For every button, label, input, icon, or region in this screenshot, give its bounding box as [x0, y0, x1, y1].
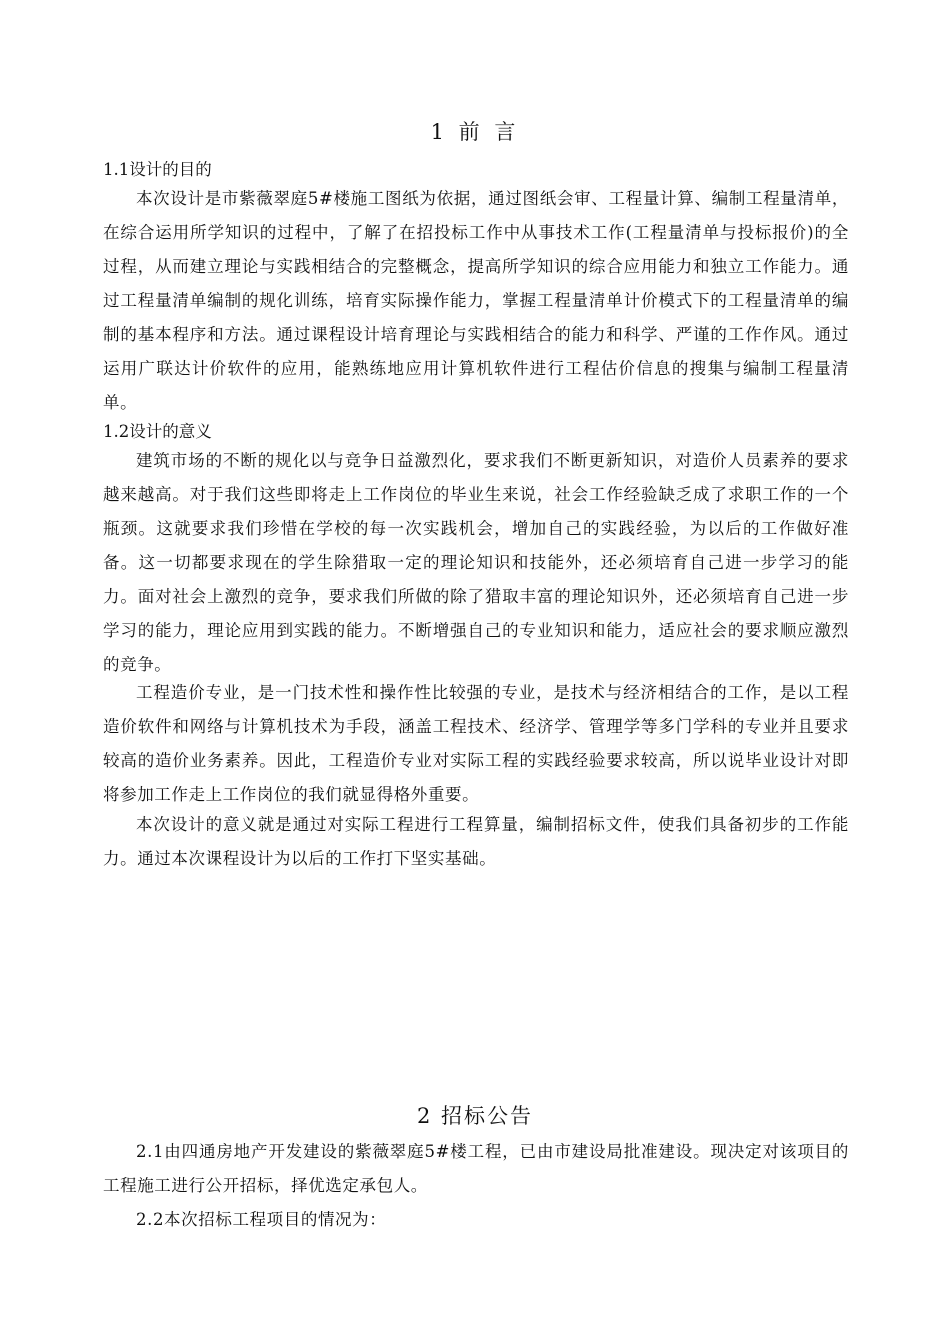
chapter-2-title: 2 招标公告 [416, 1104, 534, 1128]
section-2-2-paragraph: 2.2本次招标工程项目的情况为： [136, 1210, 387, 1229]
section-1-1-paragraph: 本次设计是市紫薇翠庭5#楼施工图纸为依据，通过图纸会审、工程量计算、编制工程量清单，在综合运用所学知识的过程中，了解了在招投标工作中从事技术工作(工程量清单与投标报价)的全过程，从而建立理论与实践相结合的完整概念，提高所学知识的综合应用能力和独立工作能力。通过工程量清单编制的规化训练，培育实际操作能力，掌握工程量清单计价模式下的工程量清单的编制的基本程序和方法。通过课程设计培育理论与实践相结合的能力和科学、严谨的工作作风。通过运用广联达计价软件的应用，能熟练地应用计算机软件进行工程估价信息的搜集与编制工程量清单。 [103, 189, 849, 412]
section-1-1-heading: 1.1设计的目的 [103, 160, 212, 179]
section-2-1-paragraph: 2.1由四通房地产开发建设的紫薇翠庭5#楼工程，已由市建设局批准建设。现决定对该项目的工程施工进行公开招标，择优选定承包人。 [103, 1142, 849, 1195]
section-1-2-paragraph-3: 本次设计的意义就是通过对实际工程进行工程算量，编制招标文件，使我们具备初步的工作能力。通过本次课程设计为以后的工作打下坚实基础。 [103, 815, 849, 868]
section-1-2-heading: 1.2设计的意义 [103, 422, 212, 441]
section-1-2-paragraph-1: 建筑市场的不断的规化以与竞争日益激烈化，要求我们不断更新知识，对造价人员素养的要求越来越高。对于我们这些即将走上工作岗位的毕业生来说，社会工作经验缺乏成了求职工作的一个瓶颈。这就要求我们珍惜在学校的每一次实践机会，增加自己的实践经验，为以后的工作做好准备。这一切都要求现在的学生除猎取一定的理论知识和技能外，还必须培育自己进一步学习的能力。面对社会上激烈的竞争，要求我们所做的除了猎取丰富的理论知识外，还必须培育自己进一步学习的能力，理论应用到实践的能力。不断增强自己的专业知识和能力，适应社会的要求顺应激烈的竞争。 [103, 451, 849, 674]
chapter-1-title: 1 前 言 [430, 120, 520, 144]
section-1-2-paragraph-2: 工程造价专业，是一门技术性和操作性比较强的专业，是技术与经济相结合的工作，是以工程造价软件和网络与计算机技术为手段，涵盖工程技术、经济学、管理学等多门学科的专业并且要求较高的造价业务素养。因此，工程造价专业对实际工程的实践经验要求较高，所以说毕业设计对即将参加工作走上工作岗位的我们就显得格外重要。 [103, 683, 849, 804]
